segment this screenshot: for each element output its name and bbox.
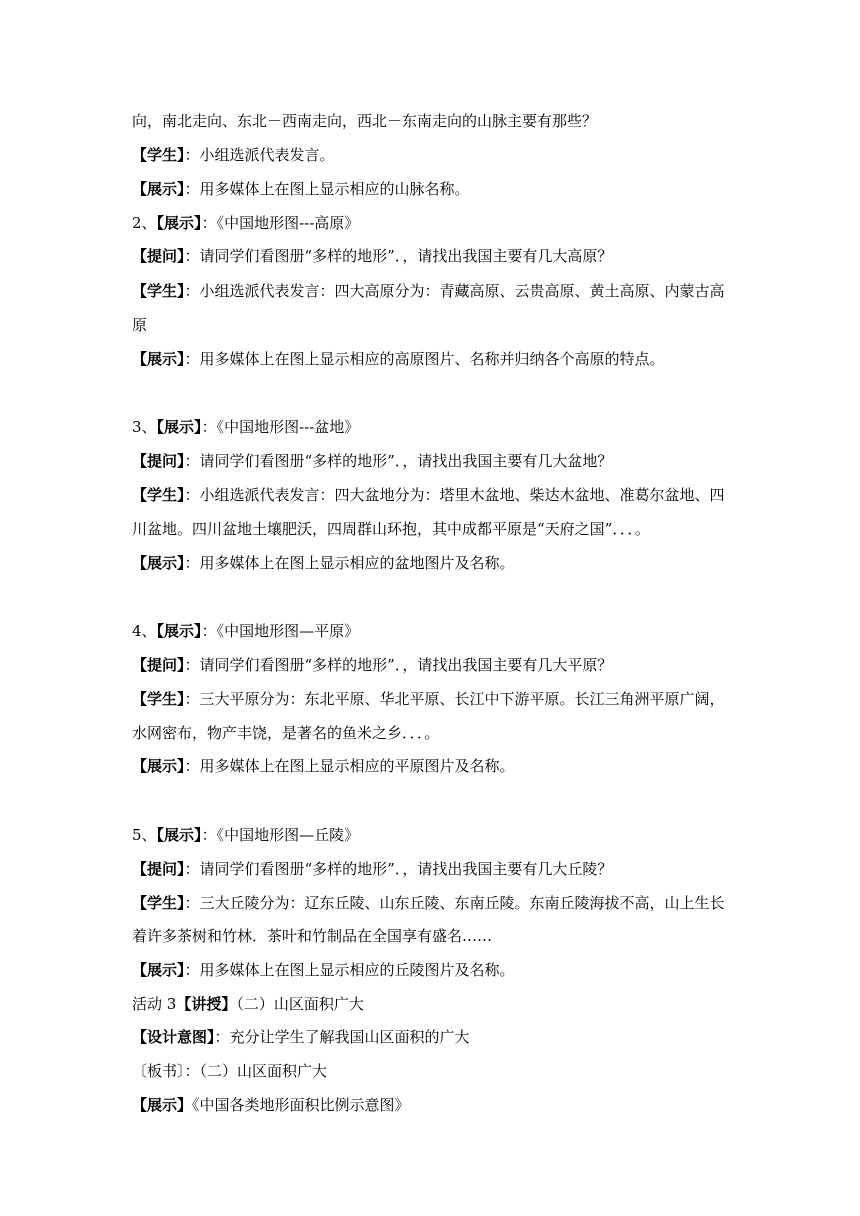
label-show: 【展示】 — [132, 757, 185, 775]
line-text: 〔板书〕：（二）山区面积广大 — [132, 1062, 328, 1080]
line-text: 水网密布，物产丰饶，是著名的鱼米之乡．．．。 — [132, 724, 440, 742]
line-text: ：《中国地形图—丘陵》 — [201, 826, 360, 844]
label-question: 【提问】 — [132, 247, 185, 265]
paragraph-line — [132, 111, 597, 131]
line-text: ：用多媒体上在图上显示相应的盆地图片及名称。 — [184, 554, 515, 572]
line-text: ：《中国地形图---盆地》 — [201, 418, 360, 436]
line-text: ：小组选派代表发言：四大高原分为：青藏高原、云贵高原、黄土高原、内蒙古高 — [184, 282, 725, 300]
line-text: ：用多媒体上在图上显示相应的丘陵图片及名称。 — [184, 961, 515, 979]
label-design-intent: 【设计意图】 — [132, 1028, 215, 1046]
line-text: ：用多媒体上在图上显示相应的高原图片、名称并归纳各个高原的特点。 — [184, 350, 665, 368]
line-text: 《中国各类地形面积比例示意图》 — [192, 1096, 410, 1114]
line-text: ：三大平原分为：东北平原、华北平原、长江中下游平原。长江三角洲平原广阔， — [184, 690, 725, 708]
label-show: 【展示】 — [156, 418, 202, 436]
line-text: ：请同学们看图册“多样的地形”．，请找出我国主要有几大丘陵？ — [184, 860, 613, 878]
section-number: 4、 — [132, 622, 157, 640]
design-intent-line — [132, 1027, 470, 1047]
section-heading-2 — [132, 213, 359, 233]
label-show: 【展示】 — [132, 554, 185, 572]
label-show: 【展示】 — [132, 180, 185, 198]
line-text: 着许多茶树和竹林．茶叶和竹制品在全国享有盛名…… — [132, 927, 493, 945]
label-show: 【展示】 — [156, 622, 202, 640]
question-line — [132, 451, 612, 471]
label-show: 【展示】 — [132, 961, 185, 979]
question-line — [132, 859, 612, 879]
paragraph-line — [132, 519, 650, 539]
line-text: 原 — [132, 316, 148, 334]
board-line — [132, 1061, 327, 1081]
show-line — [132, 1095, 410, 1115]
label-show: 【展示】 — [156, 826, 202, 844]
line-text: 向，南北走向、东北－西南走向，西北－东南走向的山脉主要有那些？ — [132, 112, 598, 130]
line-text: ：请同学们看图册“多样的地形”．，请找出我国主要有几大高原？ — [184, 247, 613, 265]
show-line — [132, 756, 515, 776]
label-student: 【学生】 — [132, 690, 185, 708]
activity-number: 活动 3 — [132, 995, 177, 1013]
line-text: ：用多媒体上在图上显示相应的山脉名称。 — [184, 180, 470, 198]
line-text: ：小组选派代表发言：四大盆地分为：塔里木盆地、柴达木盆地、准葛尔盆地、四 — [184, 486, 725, 504]
label-show: 【展示】 — [132, 350, 185, 368]
label-show: 【展示】 — [156, 214, 202, 232]
section-number: 2、 — [132, 214, 157, 232]
label-lecture: 【讲授】 — [176, 995, 237, 1013]
line-text: ：三大丘陵分为：辽东丘陵、山东丘陵、东南丘陵。东南丘陵海拔不高，山上生长 — [184, 894, 725, 912]
label-show: 【展示】 — [132, 1096, 193, 1114]
student-line — [132, 281, 725, 301]
line-text: ：小组选派代表发言。 — [184, 146, 335, 164]
student-line — [132, 145, 335, 165]
line-text: （二）山区面积广大 — [236, 995, 364, 1013]
section-heading-5 — [132, 825, 359, 845]
section-number: 5、 — [132, 826, 157, 844]
show-line — [132, 179, 470, 199]
line-text: ：《中国地形图---高原》 — [201, 214, 360, 232]
line-text: ：请同学们看图册“多样的地形”．，请找出我国主要有几大平原？ — [184, 656, 613, 674]
section-heading-4 — [132, 621, 359, 641]
section-number: 3、 — [132, 418, 157, 436]
question-line — [132, 246, 612, 266]
line-text: 川盆地。四川盆地土壤肥沃，四周群山环抱，其中成都平原是“天府之国”．．．。 — [132, 520, 650, 538]
student-line — [132, 485, 725, 505]
show-line — [132, 349, 665, 369]
student-line — [132, 689, 725, 709]
line-text: ：请同学们看图册“多样的地形”．，请找出我国主要有几大盆地？ — [184, 452, 613, 470]
label-student: 【学生】 — [132, 146, 185, 164]
line-text: ：充分让学生了解我国山区面积的广大 — [214, 1028, 470, 1046]
line-text: ：《中国地形图—平原》 — [201, 622, 360, 640]
label-question: 【提问】 — [132, 656, 185, 674]
label-student: 【学生】 — [132, 894, 185, 912]
paragraph-line — [132, 723, 440, 743]
section-heading-3 — [132, 417, 359, 437]
question-line — [132, 655, 612, 675]
label-question: 【提问】 — [132, 860, 185, 878]
label-student: 【学生】 — [132, 282, 185, 300]
paragraph-line — [132, 315, 147, 335]
show-line — [132, 960, 515, 980]
label-student: 【学生】 — [132, 486, 185, 504]
paragraph-line — [132, 926, 492, 946]
label-question: 【提问】 — [132, 452, 185, 470]
show-line — [132, 553, 515, 573]
activity-heading — [132, 994, 364, 1014]
student-line — [132, 893, 725, 913]
line-text: ：用多媒体上在图上显示相应的平原图片及名称。 — [184, 757, 515, 775]
